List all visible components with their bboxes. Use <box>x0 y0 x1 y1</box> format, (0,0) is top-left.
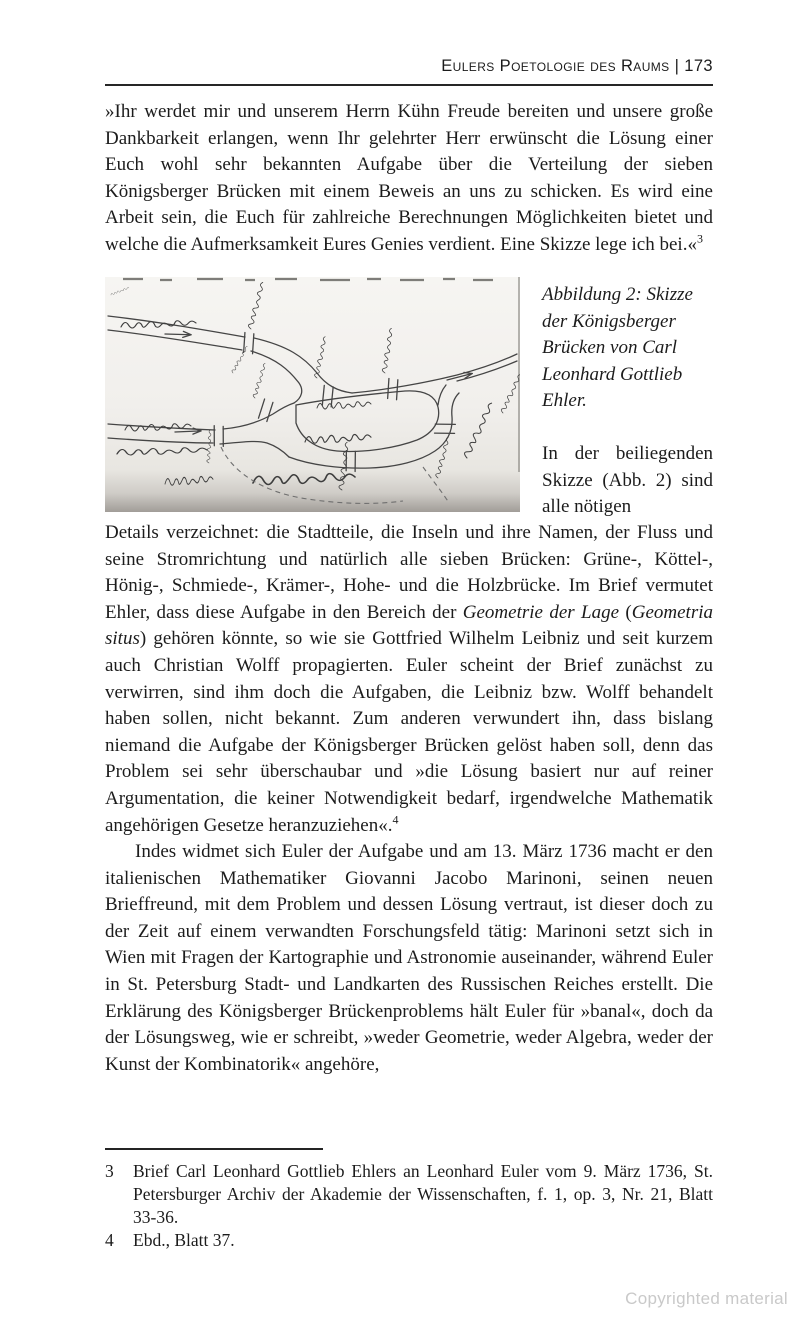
body-paragraph-indes: Indes widmet sich Euler der Aufgabe und am 13. März 1736 macht er den italienischen Mathematiker Giovanni Jacobo Marinoni, seinen neuen Brieffreund, mit dem Problem und dessen Lösung vertraut, ist dieser doch zu der Zeit auf einem verwandten Forschungsfeld tätig: Marinoni setzt sich in Wien mit Fragen der Kartographie und Astronomie auseinander, während Euler in St. Petersburg Stadt- und Landkarten des Russischen Reiches erstellt. Die Erklärung des Königsberger Brückenproblems hält Euler für »banal«, doch da der Lösungsweg, wie er schreibt, »weder Geometrie, weder Algebra, weder der Kunst der Kombinatorik« angehöre, <box>105 841 713 1075</box>
footnote-number: 3 <box>105 1160 114 1181</box>
copyright-watermark: Copyrighted material <box>625 1289 788 1308</box>
footnote-item-3 <box>105 1160 713 1229</box>
page-number: 173 <box>684 57 713 75</box>
body-paragraph-continuation <box>105 520 713 839</box>
footnote-text: Brief Carl Leonhard Gottlieb Ehlers an Leonhard Euler vom 9. März 1736, St. Petersburger Archiv der Akademie der Wissenschaften, f. 1, op. 3, Nr. 21, Blatt 33-36. <box>133 1160 713 1227</box>
continuation-text-2: ( <box>619 601 632 623</box>
running-head-separator: | <box>674 57 680 75</box>
quote-paragraph <box>105 99 713 259</box>
footnote-section <box>105 1148 713 1252</box>
footnote-rule <box>105 1148 323 1150</box>
figure-side-column <box>542 277 713 518</box>
continuation-text-1: Details verzeichnet: die Stadtteile, die Inseln und ihre Namen, der Fluss und seine Stromrichtung und natürlich alle sieben Brücken: Grüne-, Köttel-, Hönig-, Schmiede-, Krämer-, Hohe- und die Holzbrücke. Im Brief vermutet Ehler, dass diese Aufgabe in den Bereich der <box>105 522 713 623</box>
footnote-number: 4 <box>105 1229 114 1250</box>
italic-geometrie-der-lage: Geometrie der Lage <box>462 601 620 623</box>
italic-geometria-situs: Geometria situs <box>105 601 713 650</box>
footnote-ref-3: 3 <box>696 231 703 246</box>
figure-caption: Abbildung 2: Skizze der Königsberger Brücken von Carl Leonhard Gottlieb Ehler. <box>542 284 693 412</box>
running-head <box>105 57 713 76</box>
quote-text: »Ihr werdet mir und unserem Herrn Kühn Freude bereiten und unsere große Dankbarkeit erlangen, wenn Ihr gelehrter Herr erwünscht die Lösung einer Euch wohl sehr bekannten Aufgabe über die Verteilung der sieben Königsberger Brücken mit einem Beweis an uns zu schicken. Es wird eine Arbeit sein, die Euch für zahlreiche Berechnungen Möglichkeiten bietet und welche die Aufmerksamkeit Eures Genies verdient. Eine Skizze lege ich bei.« <box>105 101 713 255</box>
footnote-text: Ebd., Blatt 37. <box>133 1229 235 1250</box>
koenigsberg-sketch <box>105 277 520 512</box>
running-head-title: Eulers Poetologie des Raums <box>441 57 670 75</box>
footnote-item-4 <box>105 1229 713 1252</box>
bridge-sketch-image <box>105 277 520 512</box>
footnote-ref-4: 4 <box>392 812 399 827</box>
continuation-text-3: ) gehören könnte, so wie sie Gottfried Wilhelm Leibniz und seit kurzem auch Christian Wolff propagierten. Euler scheint der Brief zunächst zu verwirren, sind ihm doch die Aufgaben, die Leibniz bzw. Wolff behandelt haben sollen, nicht bekannt. Zum anderen verwundert ihn, dass bislang niemand die Aufgabe der Königsberger Brücken gelöst haben soll, denn das Problem sei sehr überschaubar und »die Lösung basiert nur auf reiner Argumentation, die keiner Notwendigkeit bedarf, irgendwelche Mathematik angehörigen Gesetze heranzuziehen«. <box>105 628 713 836</box>
figure <box>105 277 713 518</box>
paragraph-beside-figure: In der beiliegenden Skizze (Abb. 2) sind alle nötigen <box>542 442 713 518</box>
header-rule <box>105 84 713 86</box>
